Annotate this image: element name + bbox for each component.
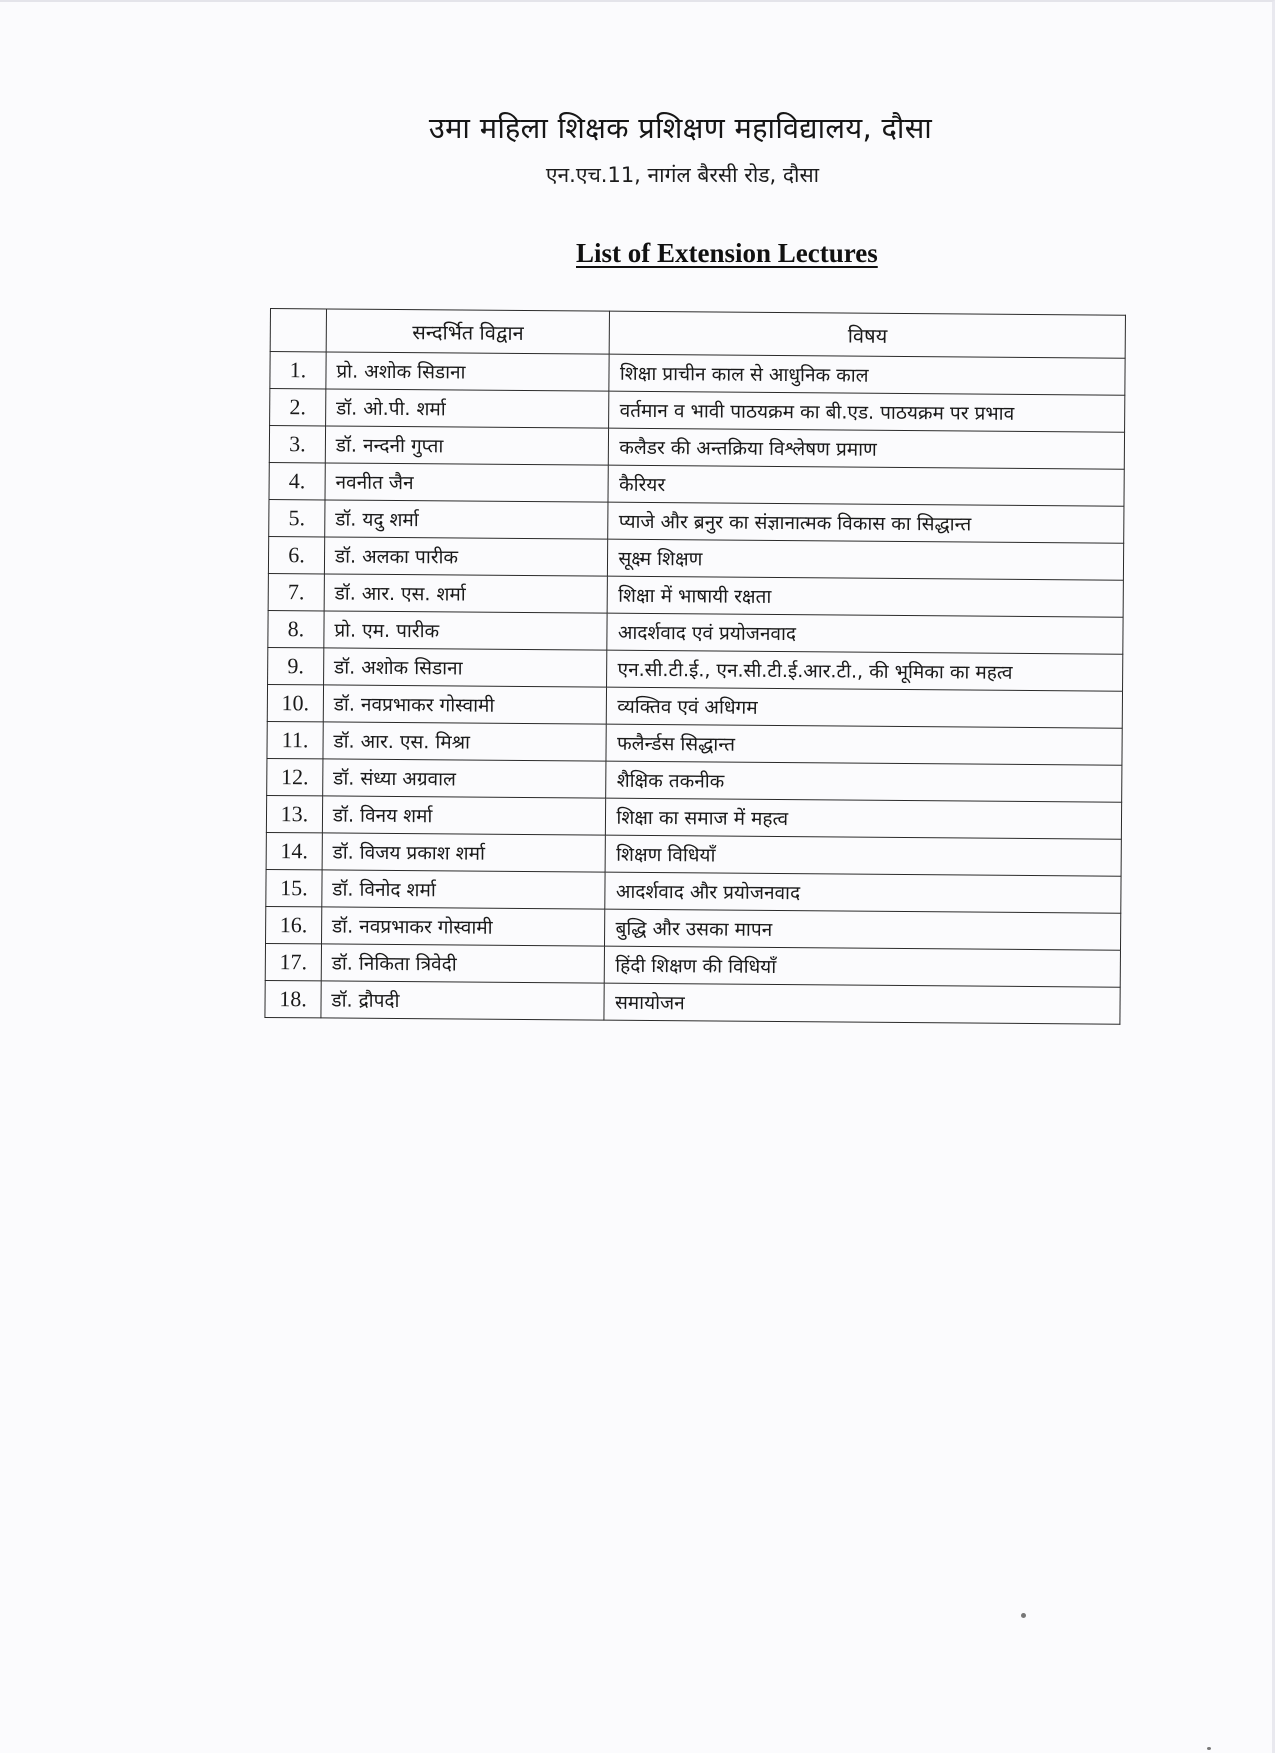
lecture-topic: शिक्षा प्राचीन काल से आधुनिक काल [609,354,1125,395]
lecture-topic: शिक्षण विधियाँ [606,835,1122,876]
speaker-name: डॉ. द्रौपदी [321,981,605,1020]
lecture-topic: शिक्षा का समाज में महत्व [606,798,1122,839]
speaker-name: डॉ. नन्दनी गुप्ता [325,426,609,465]
row-number: 11. [267,721,323,758]
column-header-topic: विषय [610,311,1126,358]
row-number: 12. [267,758,323,795]
college-address: एन.एच.11, नागंल बैरसी रोड, दौसा [545,163,820,187]
speaker-name: डॉ. संध्या अग्रवाल [323,759,607,798]
lecture-topic: सूक्ष्म शिक्षण [608,539,1124,580]
row-number: 6. [268,536,324,573]
lecture-topic: व्यक्तिव एवं अधिगम [607,687,1123,728]
lecture-topic: शिक्षा में भाषायी रक्षता [608,576,1124,617]
speaker-name: डॉ. नवप्रभाकर गोस्वामी [323,685,607,724]
lecture-topic: बुद्धि और उसका मापन [605,909,1121,950]
speaker-name: डॉ. आर. एस. शर्मा [324,574,608,613]
lecture-topic: शैक्षिक तकनीक [606,761,1122,802]
row-number: 16. [266,906,322,943]
speaker-name: डॉ. अलका पारीक [324,537,608,576]
column-header-speaker: सन्दर्भित विद्वान [326,309,610,354]
document-title: List of Extension Lectures [576,238,878,268]
row-number: 14. [266,832,322,869]
letterhead [0,108,1275,189]
table-header-row [270,309,1125,359]
lecture-topic: आदर्शवाद और प्रयोजनवाद [605,872,1121,913]
column-header-sn [270,309,326,352]
speaker-name: नवनीत जैन [325,463,609,502]
speaker-name: प्रो. अशोक सिडाना [326,352,610,391]
lecture-topic: वर्तमान व भावी पाठयक्रम का बी.एड. पाठयक्रम पर प्रभाव [609,391,1125,432]
speaker-name: डॉ. निकिता त्रिवेदी [321,944,605,983]
row-number: 1. [270,352,326,389]
lecture-topic: हिंदी शिक्षण की विधियाँ [605,946,1121,987]
speaker-name: डॉ. यदु शर्मा [325,500,609,539]
row-number: 3. [269,426,325,463]
row-number: 10. [267,684,323,721]
row-number: 9. [268,647,324,684]
lecture-topic: कलैडर की अन्तक्रिया विश्लेषण प्रमाण [609,428,1125,469]
lectures-table [264,308,1126,1025]
speaker-name: प्रो. एम. पारीक [324,611,608,650]
lecture-topic: कैरियर [608,465,1124,506]
scan-speck [1207,1747,1211,1750]
speaker-name: डॉ. आर. एस. मिश्रा [323,722,607,761]
row-number: 13. [266,795,322,832]
table-row [265,980,1120,1024]
lecture-topic: प्याजे और ब्रनुर का संज्ञानात्मक विकास का सिद्धान्त [608,502,1124,543]
speaker-name: डॉ. अशोक सिडाना [323,648,607,687]
college-name: उमा महिला शिक्षक प्रशिक्षण महाविद्यालय, दौसा [428,111,933,145]
speaker-name: डॉ. विनय शर्मा [322,796,606,835]
lecture-topic: एन.सी.टी.ई., एन.सी.टी.ई.आर.टी., की भूमिका का महत्व [607,650,1123,691]
row-number: 2. [270,389,326,426]
row-number: 17. [265,943,321,980]
row-number: 18. [265,980,321,1017]
lecture-topic: आदर्शवाद एवं प्रयोजनवाद [607,613,1123,654]
row-number: 5. [269,499,325,536]
lecture-topic: समायोजन [604,983,1120,1024]
row-number: 7. [268,573,324,610]
row-number: 15. [266,869,322,906]
speaker-name: डॉ. विजय प्रकाश शर्मा [322,833,606,872]
speaker-name: डॉ. नवप्रभाकर गोस्वामी [321,907,605,946]
lecture-topic: फलैर्न्डस सिद्धान्त [606,724,1122,765]
scan-speck [1021,1613,1026,1618]
row-number: 4. [269,462,325,499]
table-body [265,352,1125,1025]
speaker-name: डॉ. ओ.पी. शर्मा [325,389,609,428]
lectures-table-container [264,308,1126,1025]
speaker-name: डॉ. विनोद शर्मा [322,870,606,909]
row-number: 8. [268,610,324,647]
